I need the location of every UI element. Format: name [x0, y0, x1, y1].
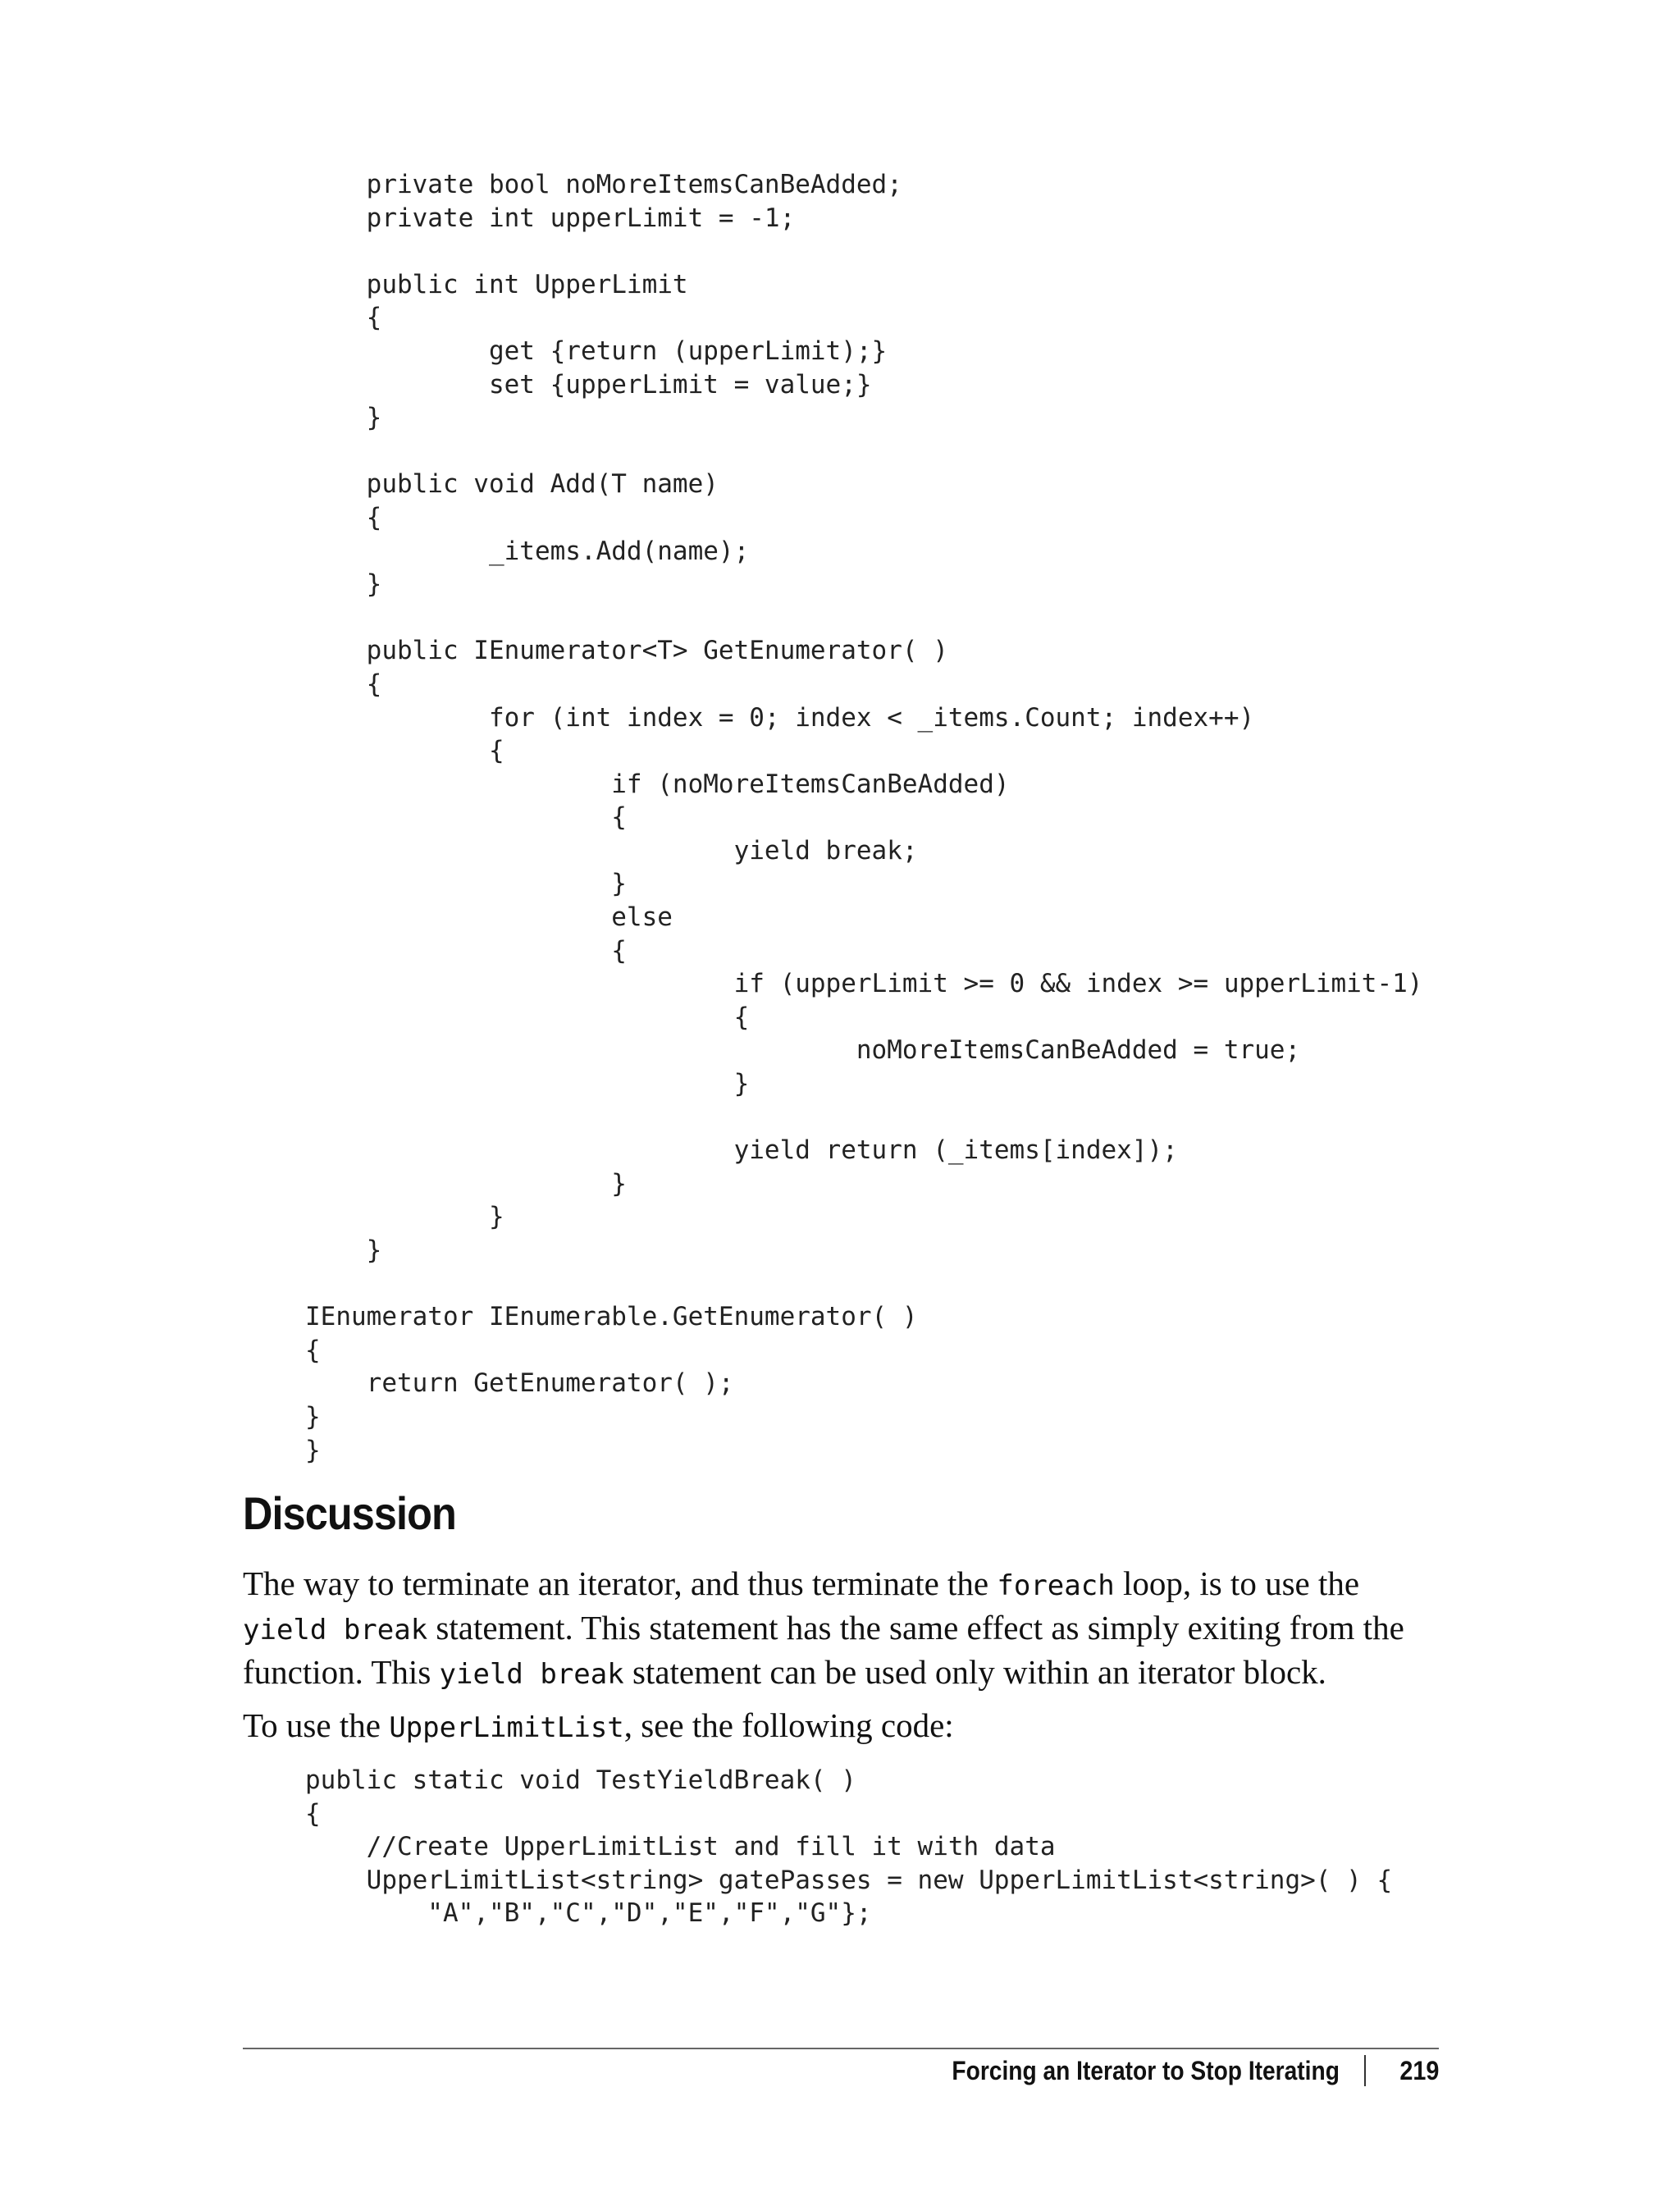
text-run: statement. This statement has the same effect as simply exiting from the function. This [243, 1609, 1404, 1691]
text-run: loop, is to use the [1114, 1564, 1360, 1602]
inline-code-foreach: foreach [997, 1569, 1115, 1602]
text-run: The way to terminate an iterator, and thus terminate the [243, 1564, 998, 1602]
code-listing-test-yield-break: public static void TestYieldBreak( ) { //Create UpperLimitList and fill it with data UpperLimitList<string> gatePasses = new UpperLimitList<string>( ) { "A","B","C","D","E","F","G"}; [305, 1765, 1393, 1929]
text-run: , see the following code: [623, 1706, 954, 1744]
discussion-paragraph-1 [243, 1563, 1449, 1696]
text-run: statement can be used only within an iterator block. [623, 1653, 1326, 1691]
inline-code-yield-break: yield break [243, 1614, 428, 1647]
page-number: 219 [1399, 2055, 1439, 2085]
section-heading-discussion: Discussion [243, 1487, 456, 1539]
inline-code-upperlimitlist: UpperLimitList [389, 1711, 624, 1744]
inline-code-yield-break: yield break [439, 1658, 624, 1691]
running-footer-title: Forcing an Iterator to Stop Iterating [952, 2055, 1340, 2085]
footer-separator [1364, 2055, 1366, 2086]
text-run: To use the [243, 1706, 390, 1744]
footer-divider [243, 2048, 1439, 2049]
page-footer [0, 2055, 1439, 2086]
code-listing-iterator-class: private bool noMoreItemsCanBeAdded; private int upperLimit = -1; public int UpperLimit { get {return (upperLimit);} set {upperLimit = value;} } public void Add(T name) { _items.Add(name); } public IEnumerator<T> GetEnumerator( ) { for (int index = 0; index < _items.Count; index++) { if (noMoreItemsCanBeAdded) { yield break; } else { if (upperLimit >= 0 && index >= upperLimit-1) { noMoreItemsCanBeAdded = true; } yield return (_items[index]); } } } IEnumerator IEnumerable.GetEnumerator( ) { return GetEnumerator( ); } } [305, 170, 1423, 1465]
discussion-paragraph-2 [243, 1705, 1449, 1749]
